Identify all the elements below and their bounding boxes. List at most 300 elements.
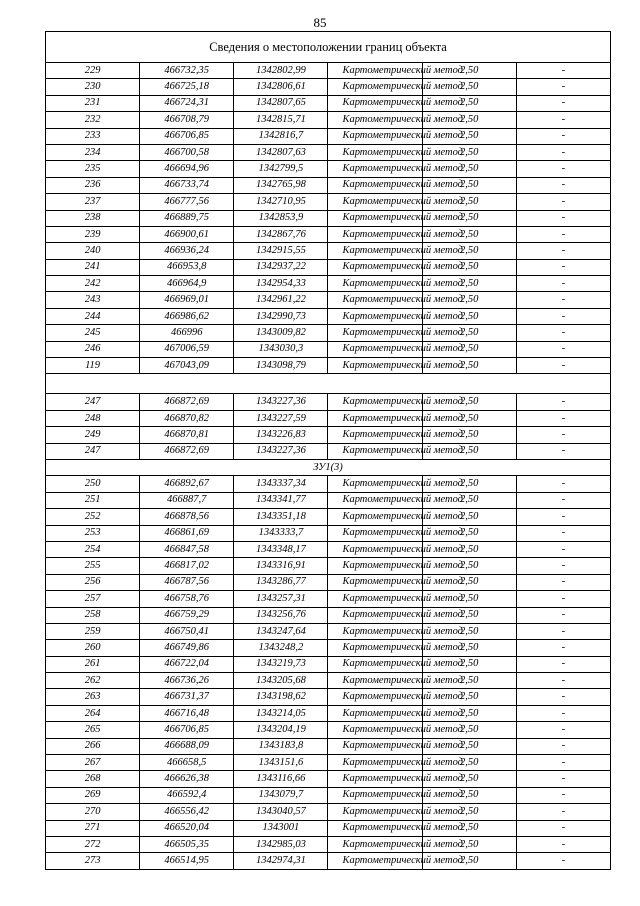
precision-cell: 2,50 <box>422 820 516 836</box>
y-coordinate-cell: 1343286,77 <box>234 574 328 590</box>
method-cell: Картометрический метод <box>328 656 422 672</box>
point-number-cell: 235 <box>46 161 140 177</box>
y-coordinate-cell: 1343351,18 <box>234 509 328 525</box>
y-coordinate-cell: 1343204,19 <box>234 722 328 738</box>
description-cell: - <box>516 177 610 193</box>
point-number-cell: 258 <box>46 607 140 623</box>
y-coordinate-cell: 1342961,22 <box>234 292 328 308</box>
method-cell: Картометрический метод <box>328 722 422 738</box>
x-coordinate-cell: 466847,58 <box>140 541 234 557</box>
precision-cell: 2,50 <box>422 509 516 525</box>
x-coordinate-cell: 466777,56 <box>140 194 234 210</box>
x-coordinate-cell: 466759,29 <box>140 607 234 623</box>
method-cell: Картометрический метод <box>328 276 422 292</box>
table-row <box>46 525 611 541</box>
x-coordinate-cell: 466870,82 <box>140 410 234 426</box>
y-coordinate-cell: 1342765,98 <box>234 177 328 193</box>
method-cell: Картометрический метод <box>328 673 422 689</box>
y-coordinate-cell: 1343257,31 <box>234 591 328 607</box>
description-cell: - <box>516 341 610 357</box>
description-cell: - <box>516 656 610 672</box>
table-row <box>46 308 611 324</box>
x-coordinate-cell: 466505,35 <box>140 836 234 852</box>
description-cell: - <box>516 673 610 689</box>
table-row <box>46 705 611 721</box>
x-coordinate-cell: 466750,41 <box>140 623 234 639</box>
method-cell: Картометрический метод <box>328 591 422 607</box>
precision-cell: 2,50 <box>422 574 516 590</box>
table-row <box>46 210 611 226</box>
point-number-cell: 237 <box>46 194 140 210</box>
x-coordinate-cell: 466787,56 <box>140 574 234 590</box>
x-coordinate-cell: 466733,74 <box>140 177 234 193</box>
x-coordinate-cell: 466725,18 <box>140 79 234 95</box>
method-cell: Картометрический метод <box>328 259 422 275</box>
method-cell: Картометрический метод <box>328 95 422 111</box>
precision-cell: 2,50 <box>422 226 516 242</box>
precision-cell: 2,50 <box>422 722 516 738</box>
description-cell: - <box>516 738 610 754</box>
point-number-cell: 271 <box>46 820 140 836</box>
description-cell: - <box>516 836 610 852</box>
description-cell: - <box>516 574 610 590</box>
precision-cell: 2,50 <box>422 194 516 210</box>
point-number-cell: 273 <box>46 853 140 869</box>
description-cell: - <box>516 443 610 459</box>
x-coordinate-cell: 466936,24 <box>140 243 234 259</box>
y-coordinate-cell: 1342807,65 <box>234 95 328 111</box>
x-coordinate-cell: 466592,4 <box>140 787 234 803</box>
point-number-cell: 272 <box>46 836 140 852</box>
boundary-coordinates-table <box>45 31 611 870</box>
point-number-cell: 231 <box>46 95 140 111</box>
description-cell: - <box>516 771 610 787</box>
y-coordinate-cell: 1342710,95 <box>234 194 328 210</box>
point-number-cell: 238 <box>46 210 140 226</box>
point-number-cell: 255 <box>46 558 140 574</box>
point-number-cell: 256 <box>46 574 140 590</box>
description-cell: - <box>516 63 610 79</box>
y-coordinate-cell: 1342802,99 <box>234 63 328 79</box>
precision-cell: 2,50 <box>422 623 516 639</box>
precision-cell: 2,50 <box>422 836 516 852</box>
precision-cell: 2,50 <box>422 656 516 672</box>
description-cell: - <box>516 492 610 508</box>
x-coordinate-cell: 466969,01 <box>140 292 234 308</box>
y-coordinate-cell: 1343337,34 <box>234 476 328 492</box>
y-coordinate-cell: 1343040,57 <box>234 804 328 820</box>
y-coordinate-cell: 1342815,71 <box>234 112 328 128</box>
table-row <box>46 410 611 426</box>
method-cell: Картометрический метод <box>328 705 422 721</box>
point-number-cell: 264 <box>46 705 140 721</box>
table-row <box>46 292 611 308</box>
precision-cell: 2,50 <box>422 738 516 754</box>
section-label <box>46 374 611 394</box>
x-coordinate-cell: 466736,26 <box>140 673 234 689</box>
description-cell: - <box>516 226 610 242</box>
method-cell: Картометрический метод <box>328 640 422 656</box>
point-number-cell: 251 <box>46 492 140 508</box>
description-cell: - <box>516 525 610 541</box>
x-coordinate-cell: 466817,02 <box>140 558 234 574</box>
table-row <box>46 492 611 508</box>
x-coordinate-cell: 466953,8 <box>140 259 234 275</box>
x-coordinate-cell: 466520,04 <box>140 820 234 836</box>
y-coordinate-cell: 1343348,17 <box>234 541 328 557</box>
table-row <box>46 623 611 639</box>
precision-cell: 2,50 <box>422 95 516 111</box>
point-number-cell: 267 <box>46 755 140 771</box>
y-coordinate-cell: 1343227,36 <box>234 443 328 459</box>
description-cell: - <box>516 325 610 341</box>
method-cell: Картометрический метод <box>328 79 422 95</box>
method-cell: Картометрический метод <box>328 574 422 590</box>
x-coordinate-cell: 466694,96 <box>140 161 234 177</box>
point-number-cell: 266 <box>46 738 140 754</box>
method-cell: Картометрический метод <box>328 558 422 574</box>
description-cell: - <box>516 194 610 210</box>
table-row <box>46 689 611 705</box>
precision-cell: 2,50 <box>422 144 516 160</box>
method-cell: Картометрический метод <box>328 755 422 771</box>
point-number-cell: 247 <box>46 443 140 459</box>
point-number-cell: 265 <box>46 722 140 738</box>
method-cell: Картометрический метод <box>328 476 422 492</box>
x-coordinate-cell: 467006,59 <box>140 341 234 357</box>
description-cell: - <box>516 607 610 623</box>
point-number-cell: 244 <box>46 308 140 324</box>
table-row <box>46 259 611 275</box>
table-row <box>46 656 611 672</box>
precision-cell: 2,50 <box>422 276 516 292</box>
point-number-cell: 270 <box>46 804 140 820</box>
method-cell: Картометрический метод <box>328 427 422 443</box>
y-coordinate-cell: 1342807,63 <box>234 144 328 160</box>
precision-cell: 2,50 <box>422 325 516 341</box>
y-coordinate-cell: 1342816,7 <box>234 128 328 144</box>
description-cell: - <box>516 541 610 557</box>
y-coordinate-cell: 1342954,33 <box>234 276 328 292</box>
precision-cell: 2,50 <box>422 787 516 803</box>
x-coordinate-cell: 466731,37 <box>140 689 234 705</box>
table-row <box>46 574 611 590</box>
table-row <box>46 558 611 574</box>
y-coordinate-cell: 1343333,7 <box>234 525 328 541</box>
description-cell: - <box>516 705 610 721</box>
method-cell: Картометрический метод <box>328 541 422 557</box>
precision-cell: 2,50 <box>422 525 516 541</box>
point-number-cell: 242 <box>46 276 140 292</box>
point-number-cell: 236 <box>46 177 140 193</box>
method-cell: Картометрический метод <box>328 177 422 193</box>
table-row <box>46 79 611 95</box>
precision-cell: 2,50 <box>422 853 516 869</box>
precision-cell: 2,50 <box>422 177 516 193</box>
table-row <box>46 226 611 242</box>
y-coordinate-cell: 1343247,64 <box>234 623 328 639</box>
method-cell: Картометрический метод <box>328 689 422 705</box>
table-row <box>46 325 611 341</box>
table-row <box>46 243 611 259</box>
precision-cell: 2,50 <box>422 705 516 721</box>
precision-cell: 2,50 <box>422 541 516 557</box>
y-coordinate-cell: 1342937,22 <box>234 259 328 275</box>
description-cell: - <box>516 804 610 820</box>
table-row <box>46 509 611 525</box>
y-coordinate-cell: 1342985,03 <box>234 836 328 852</box>
method-cell: Картометрический метод <box>328 144 422 160</box>
point-number-cell: 259 <box>46 623 140 639</box>
table-row <box>46 161 611 177</box>
precision-cell: 2,50 <box>422 476 516 492</box>
x-coordinate-cell: 466892,67 <box>140 476 234 492</box>
page-number: 85 <box>313 15 327 30</box>
precision-cell: 2,50 <box>422 427 516 443</box>
x-coordinate-cell: 466870,81 <box>140 427 234 443</box>
precision-cell: 2,50 <box>422 771 516 787</box>
y-coordinate-cell: 1343214,05 <box>234 705 328 721</box>
table-title-row <box>46 32 611 63</box>
table-row <box>46 722 611 738</box>
table-row <box>46 341 611 357</box>
precision-cell: 2,50 <box>422 112 516 128</box>
precision-cell: 2,50 <box>422 591 516 607</box>
description-cell: - <box>516 689 610 705</box>
description-cell: - <box>516 591 610 607</box>
section-header-row <box>46 459 611 475</box>
x-coordinate-cell: 466889,75 <box>140 210 234 226</box>
method-cell: Картометрический метод <box>328 112 422 128</box>
table-row <box>46 112 611 128</box>
table-row <box>46 443 611 459</box>
point-number-cell: 241 <box>46 259 140 275</box>
y-coordinate-cell: 1342867,76 <box>234 226 328 242</box>
y-coordinate-cell: 1342990,73 <box>234 308 328 324</box>
method-cell: Картометрический метод <box>328 623 422 639</box>
x-coordinate-cell: 466872,69 <box>140 394 234 410</box>
description-cell: - <box>516 243 610 259</box>
point-number-cell: 260 <box>46 640 140 656</box>
table-row <box>46 276 611 292</box>
method-cell: Картометрический метод <box>328 63 422 79</box>
x-coordinate-cell: 466708,79 <box>140 112 234 128</box>
x-coordinate-cell: 466722,04 <box>140 656 234 672</box>
method-cell: Картометрический метод <box>328 836 422 852</box>
precision-cell: 2,50 <box>422 292 516 308</box>
x-coordinate-cell: 466749,86 <box>140 640 234 656</box>
table-row <box>46 177 611 193</box>
x-coordinate-cell: 466716,48 <box>140 705 234 721</box>
description-cell: - <box>516 427 610 443</box>
method-cell: Картометрический метод <box>328 492 422 508</box>
table-row <box>46 128 611 144</box>
table-row <box>46 476 611 492</box>
method-cell: Картометрический метод <box>328 738 422 754</box>
x-coordinate-cell: 466706,85 <box>140 128 234 144</box>
point-number-cell: 119 <box>46 358 140 374</box>
description-cell: - <box>516 308 610 324</box>
precision-cell: 2,50 <box>422 394 516 410</box>
section-label: ЗУ1(3) <box>46 459 611 475</box>
point-number-cell: 234 <box>46 144 140 160</box>
point-number-cell: 261 <box>46 656 140 672</box>
y-coordinate-cell: 1343098,79 <box>234 358 328 374</box>
y-coordinate-cell: 1343227,36 <box>234 394 328 410</box>
y-coordinate-cell: 1342974,31 <box>234 853 328 869</box>
precision-cell: 2,50 <box>422 341 516 357</box>
method-cell: Картометрический метод <box>328 394 422 410</box>
description-cell: - <box>516 820 610 836</box>
description-cell: - <box>516 509 610 525</box>
description-cell: - <box>516 128 610 144</box>
table-row <box>46 738 611 754</box>
x-coordinate-cell: 466986,62 <box>140 308 234 324</box>
table-row <box>46 541 611 557</box>
x-coordinate-cell: 466900,61 <box>140 226 234 242</box>
y-coordinate-cell: 1342853,9 <box>234 210 328 226</box>
description-cell: - <box>516 853 610 869</box>
point-number-cell: 243 <box>46 292 140 308</box>
precision-cell: 2,50 <box>422 161 516 177</box>
description-cell: - <box>516 787 610 803</box>
method-cell: Картометрический метод <box>328 525 422 541</box>
y-coordinate-cell: 1342799,5 <box>234 161 328 177</box>
precision-cell: 2,50 <box>422 210 516 226</box>
description-cell: - <box>516 358 610 374</box>
point-number-cell: 253 <box>46 525 140 541</box>
method-cell: Картометрический метод <box>328 820 422 836</box>
description-cell: - <box>516 623 610 639</box>
precision-cell: 2,50 <box>422 755 516 771</box>
precision-cell: 2,50 <box>422 259 516 275</box>
point-number-cell: 246 <box>46 341 140 357</box>
description-cell: - <box>516 276 610 292</box>
table-row <box>46 755 611 771</box>
x-coordinate-cell: 466758,76 <box>140 591 234 607</box>
y-coordinate-cell: 1343226,83 <box>234 427 328 443</box>
method-cell: Картометрический метод <box>328 308 422 324</box>
description-cell: - <box>516 558 610 574</box>
point-number-cell: 233 <box>46 128 140 144</box>
x-coordinate-cell: 466514,95 <box>140 853 234 869</box>
point-number-cell: 248 <box>46 410 140 426</box>
point-number-cell: 245 <box>46 325 140 341</box>
method-cell: Картометрический метод <box>328 243 422 259</box>
method-cell: Картометрический метод <box>328 161 422 177</box>
point-number-cell: 250 <box>46 476 140 492</box>
precision-cell: 2,50 <box>422 128 516 144</box>
precision-cell: 2,50 <box>422 63 516 79</box>
method-cell: Картометрический метод <box>328 443 422 459</box>
y-coordinate-cell: 1342806,61 <box>234 79 328 95</box>
y-coordinate-cell: 1343116,66 <box>234 771 328 787</box>
x-coordinate-cell: 466706,85 <box>140 722 234 738</box>
x-coordinate-cell: 466861,69 <box>140 525 234 541</box>
description-cell: - <box>516 210 610 226</box>
point-number-cell: 239 <box>46 226 140 242</box>
description-cell: - <box>516 79 610 95</box>
point-number-cell: 262 <box>46 673 140 689</box>
precision-cell: 2,50 <box>422 558 516 574</box>
description-cell: - <box>516 410 610 426</box>
x-coordinate-cell: 466887,7 <box>140 492 234 508</box>
precision-cell: 2,50 <box>422 443 516 459</box>
table-row <box>46 787 611 803</box>
point-number-cell: 249 <box>46 427 140 443</box>
y-coordinate-cell: 1343248,2 <box>234 640 328 656</box>
point-number-cell: 232 <box>46 112 140 128</box>
x-coordinate-cell: 466688,09 <box>140 738 234 754</box>
method-cell: Картометрический метод <box>328 325 422 341</box>
method-cell: Картометрический метод <box>328 509 422 525</box>
table-title: Сведения о местоположении границ объекта <box>46 32 611 63</box>
x-coordinate-cell: 466700,58 <box>140 144 234 160</box>
description-cell: - <box>516 292 610 308</box>
table-body <box>46 32 611 870</box>
description-cell: - <box>516 640 610 656</box>
y-coordinate-cell: 1343001 <box>234 820 328 836</box>
table-row <box>46 607 611 623</box>
y-coordinate-cell: 1343198,62 <box>234 689 328 705</box>
precision-cell: 2,50 <box>422 308 516 324</box>
method-cell: Картометрический метод <box>328 771 422 787</box>
precision-cell: 2,50 <box>422 689 516 705</box>
method-cell: Картометрический метод <box>328 226 422 242</box>
table-row <box>46 804 611 820</box>
table-row <box>46 394 611 410</box>
table-row <box>46 95 611 111</box>
method-cell: Картометрический метод <box>328 853 422 869</box>
x-coordinate-cell: 466964,9 <box>140 276 234 292</box>
table-row <box>46 63 611 79</box>
table-row <box>46 591 611 607</box>
point-number-cell: 269 <box>46 787 140 803</box>
y-coordinate-cell: 1343316,91 <box>234 558 328 574</box>
description-cell: - <box>516 394 610 410</box>
y-coordinate-cell: 1343079,7 <box>234 787 328 803</box>
y-coordinate-cell: 1342915,55 <box>234 243 328 259</box>
x-coordinate-cell: 466658,5 <box>140 755 234 771</box>
precision-cell: 2,50 <box>422 640 516 656</box>
x-coordinate-cell: 466996 <box>140 325 234 341</box>
description-cell: - <box>516 112 610 128</box>
x-coordinate-cell: 466878,56 <box>140 509 234 525</box>
table-row <box>46 194 611 210</box>
table-row <box>46 836 611 852</box>
point-number-cell: 257 <box>46 591 140 607</box>
method-cell: Картометрический метод <box>328 292 422 308</box>
precision-cell: 2,50 <box>422 79 516 95</box>
method-cell: Картометрический метод <box>328 787 422 803</box>
precision-cell: 2,50 <box>422 673 516 689</box>
y-coordinate-cell: 1343030,3 <box>234 341 328 357</box>
precision-cell: 2,50 <box>422 492 516 508</box>
table-row <box>46 640 611 656</box>
precision-cell: 2,50 <box>422 804 516 820</box>
precision-cell: 2,50 <box>422 243 516 259</box>
table-row <box>46 820 611 836</box>
method-cell: Картометрический метод <box>328 607 422 623</box>
y-coordinate-cell: 1343183,8 <box>234 738 328 754</box>
x-coordinate-cell: 466872,69 <box>140 443 234 459</box>
y-coordinate-cell: 1343205,68 <box>234 673 328 689</box>
y-coordinate-cell: 1343009,82 <box>234 325 328 341</box>
point-number-cell: 268 <box>46 771 140 787</box>
description-cell: - <box>516 144 610 160</box>
precision-cell: 2,50 <box>422 410 516 426</box>
x-coordinate-cell: 466732,35 <box>140 63 234 79</box>
